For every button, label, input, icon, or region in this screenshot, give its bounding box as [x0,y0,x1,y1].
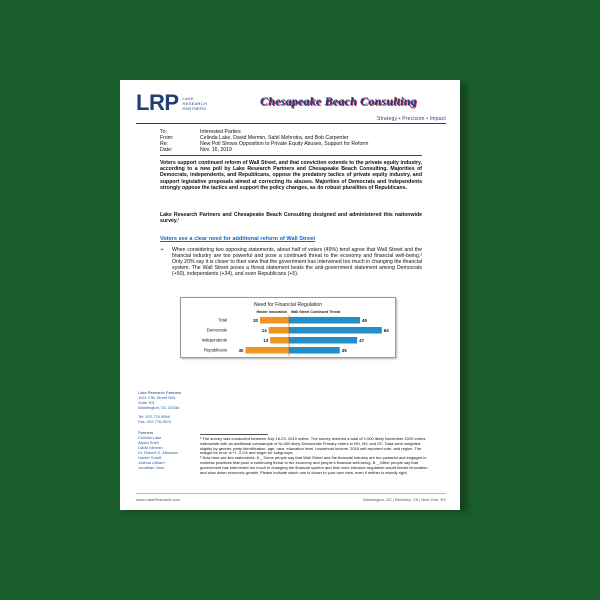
chart-svg [181,298,395,357]
memo-header [160,129,368,153]
memo-label: Re: [160,141,169,148]
bar-wall-street-threat [289,327,382,334]
bar-wall-street-threat [289,347,340,354]
partner-name: Alysia Snell [138,440,159,445]
bar-hinder-innovation [270,337,289,344]
legend-label: Hinder Innovation [256,310,287,314]
footnote: ¹ The survey was conducted between July 16-23, 2019 online. The survey reached a total of 1,000 likely November 2020 voters nationwide with an additional oversample of N=400 likely Democratic Primary voters in NH, NV, and SC. Data were weighted slightly by gender, party identification, age, race, education level, household income, 2016 self-reported vote, and region. The margin for error is +/- 3.1% and larger for subgroups. [200,436,426,456]
memo-label: Date: [160,147,173,154]
bullet-item [160,247,422,277]
legend-label: Wall Street Continued Threat [291,310,341,314]
page-footer [136,493,446,502]
footnote: ² Now here are two statements. A _ Some people say that Wall Street and the financial industry are too powerful and engaged in reckless practices that pose a continuing threat to the economy and people’s financial well-being. B _ Other people say that government has intervened too much in changing the financial system and that more intrusive regulation would hinder innovation and slow down economic growth. Please indicate which one is closer to your own view, even if neither is exactly right. [200,455,428,475]
lrp-logo-line: LAKE [182,95,194,101]
category-label: Republicans [203,347,227,353]
bar-hinder-innovation [246,347,290,354]
bar-value-label: 30 [238,347,244,353]
category-label: Democrats [206,327,227,333]
bar-value-label: 35 [341,347,347,353]
header-rule [136,123,446,124]
chart-title: Need for Financial Regulation [253,302,323,308]
memo-value: New Poll Shows Opposition to Private Equity Abuses, Support for Reform [200,141,369,148]
lrp-logo-line: PARTNERS [182,105,207,111]
lead-paragraph: Voters support continued reform of Wall Street, and that conviction extends to the private equity industry, according to a new poll by Lake Research Partners and Chesapeake Beach Consulting. Majorities of Democrats, independents, and Republicans, oppose the predatory tactics of private equity industry, and support legislative proposals aimed at correcting its abuses. Majorities of Democrats and Independents strongly oppose the tactics and support the policy changes, as do robust pluralities of Republicans. [160,160,422,191]
arrow-bullet-icon: ➢ [160,247,165,253]
memo-value: Celinda Lake, David Mermin, Sahil Mehrotra, and Bob Carpenter [200,135,349,142]
memo-label: From: [160,135,174,142]
partner-name: Celinda Lake [138,435,162,440]
memo-value: Interested Parties [200,129,241,135]
footnote-rule [200,434,268,435]
lrp-logo [136,92,207,114]
bullet-text: When considering two opposing statements, about half of voters (49%) tend agree that Wall Street and the financial industry are too powerful and pose a continued threat to the economy and financial well-being.² Only 20% say it is closer to their view that the government has intervened too much in changing the financial system. The Wall Street poses a threat statement beats the anti-government statement among Democrats (+50), independents (+34), and even Republicans (+5). [172,247,422,278]
partner-name: Daniel Gotoff [138,455,162,460]
phone-line: Fax: 202.776.9074 [138,419,172,424]
tagline: Strategy • Precision • Impact [376,116,446,122]
partner-name: David Mermin [138,445,163,450]
bar-value-label: 13 [263,337,269,343]
survey-paragraph: Lake Research Partners and Chesapeake Beach Consulting designed and administered this nationwide survey.¹ [160,212,422,225]
bar-value-label: 64 [383,327,389,333]
bar-hinder-innovation [260,317,289,324]
partner-name: Jonathan Voss [138,465,165,470]
chesapeake-logo: Chesapeake Beach Consulting [260,94,417,108]
footer-locations: Washington, DC | Berkeley, CA | New York, NY [363,497,446,502]
bar-value-label: 14 [261,327,267,333]
partner-name: Dr. Robert G. Meadow [138,450,178,455]
bar-hinder-innovation [269,327,289,334]
bar-wall-street-threat [289,337,357,344]
lrp-logo-mark: LRP [136,90,179,115]
address-line: Suite 301 [138,400,155,405]
bar-value-label: 20 [253,317,258,323]
footnotes [200,437,430,475]
category-label: Total [218,317,227,323]
address-line: Washington, DC 20036 [138,405,180,410]
memo-page [120,80,460,510]
bar-wall-street-threat [289,317,360,324]
lrp-logo-subtitle [183,96,208,111]
memo-row-date [160,147,368,153]
memo-label: To: [160,129,167,135]
category-label: Independents [201,337,227,343]
partners-title: Partners [138,430,154,435]
memo-divider [160,155,422,156]
sidebar-org: Lake Research Partners [138,390,182,395]
bar-value-label: 47 [359,337,365,343]
footer-url[interactable]: www.LakeResearch.com [136,497,181,502]
bar-value-label: 49 [362,317,367,323]
section-subhead: Voters see a clear need for additional reform of Wall Street [160,236,316,242]
address-line: 1101 17th Street NW, [138,395,176,400]
lrp-logo-line: RESEARCH [182,100,208,106]
regulation-chart [180,297,396,358]
memo-value: Nov. 16, 2019 [200,147,232,154]
contact-sidebar [138,390,196,470]
phone-line: Tel: 202.776.9066 [138,414,170,419]
partner-name: Joshua Ulibarri [138,460,165,465]
